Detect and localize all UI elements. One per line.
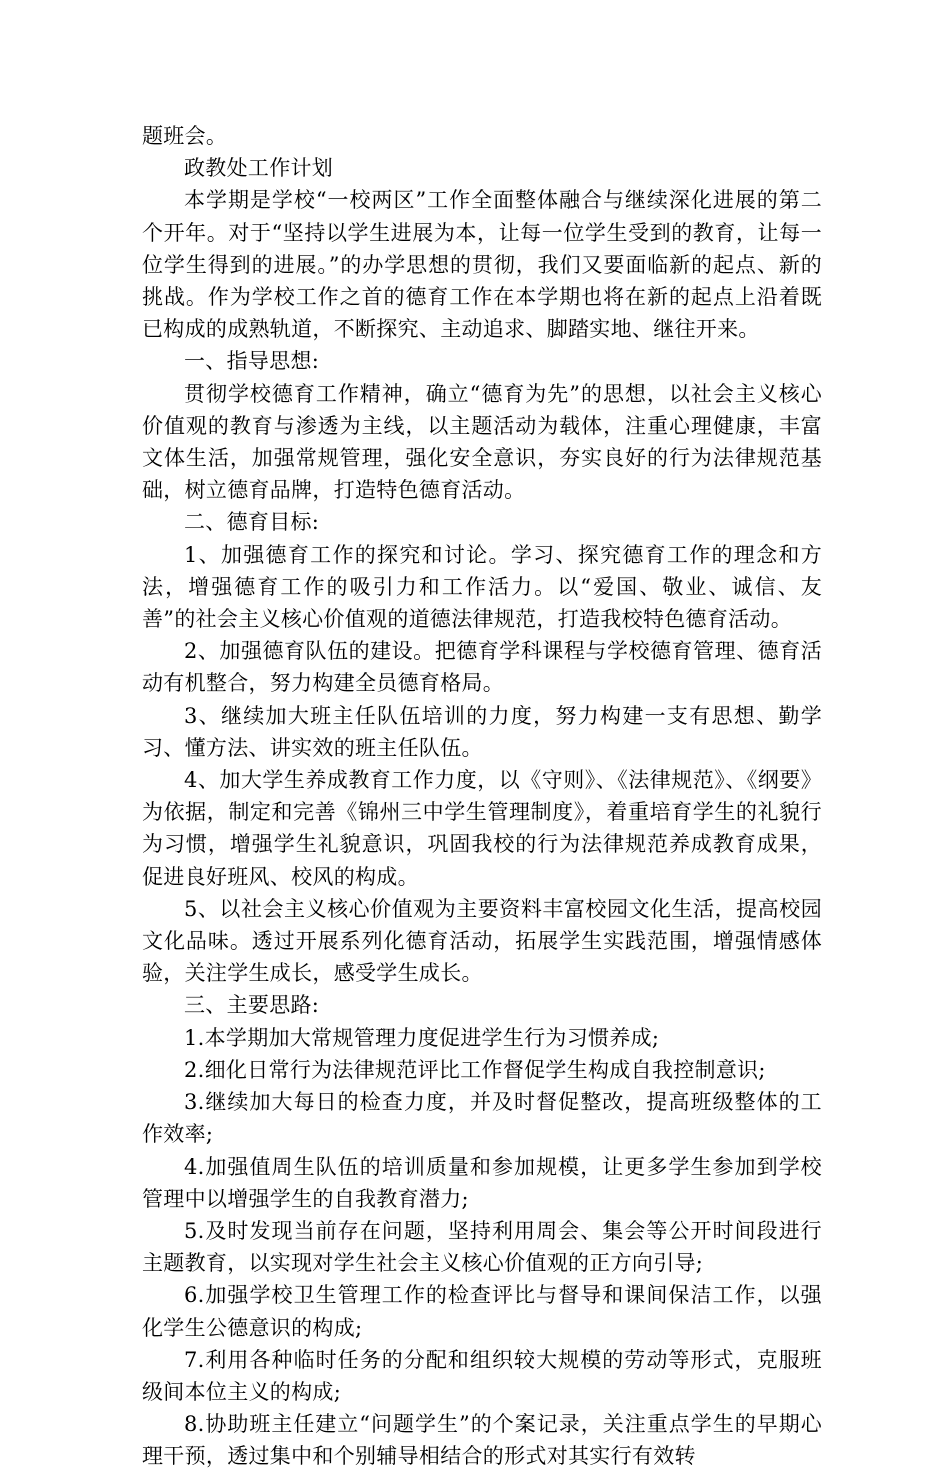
paragraph: 5.及时发现当前存在问题，坚持利用周会、集会等公开时间段进行主题教育，以实现对学生社会主义核心价值观的正方向引导; bbox=[142, 1218, 822, 1276]
paragraph: 1.本学期加大常规管理力度促进学生行为习惯养成; bbox=[184, 1025, 660, 1050]
paragraph: 贯彻学校德育工作精神，确立“德育为先”的思想，以社会主义核心价值观的教育与渗透为主线，以主题活动为载体，注重心理健康，丰富文体生活，加强常规管理，强化安全意识，夯实良好的行为法律规范基础，树立德育品牌，打造特色德育活动。 bbox=[142, 381, 822, 503]
paragraph: 8.协助班主任建立“问题学生”的个案记录，关注重点学生的早期心理干预，透过集中和个别辅导相结合的形式对其实行有效转 bbox=[142, 1412, 822, 1469]
paragraph: 本学期是学校“一校两区”工作全面整体融合与继续深化进展的第二个开年。对于“坚持以学生进展为本，让每一位学生受到的教育，让每一位学生得到的进展。”的办学思想的贯彻，我们又要面临新的起点、新的挑战。作为学校工作之首的德育工作在本学期也将在新的起点上沿着既已构成的成熟轨道，不断探究、主动追求、脚踏实地、继往开来。 bbox=[142, 188, 822, 342]
document-body bbox=[142, 120, 822, 1473]
paragraph: 6.加强学校卫生管理工作的检查评比与督导和课间保洁工作，以强化学生公德意识的构成; bbox=[142, 1283, 822, 1340]
paragraph: 3、继续加大班主任队伍培训的力度，努力构建一支有思想、勤学习、懂方法、讲实效的班主任队伍。 bbox=[142, 703, 822, 760]
paragraph: 2.细化日常行为法律规范评比工作督促学生构成自我控制意识; bbox=[184, 1057, 766, 1082]
paragraph: 二、德育目标: bbox=[184, 510, 320, 535]
paragraph: 政教处工作计划 bbox=[184, 156, 334, 181]
paragraph: 5、以社会主义核心价值观为主要资料丰富校园文化生活，提高校园文化品味。透过开展系列化德育活动，拓展学生实践范围，增强情感体验，关注学生成长，感受学生成长。 bbox=[142, 896, 822, 986]
paragraph: 3.继续加大每日的检查力度，并及时督促整改，提高班级整体的工作效率; bbox=[142, 1090, 822, 1147]
paragraph: 题班会。 bbox=[142, 124, 228, 148]
paragraph: 4、加大学生养成教育工作力度，以《守则》、《法律规范》、《纲要》为依据，制定和完善《锦州三中学生管理制度》，着重培育学生的礼貌行为习惯，增强学生礼貌意识，巩固我校的行为法律规范养成教育成果，促进良好班风、校风的构成。 bbox=[142, 768, 822, 889]
paragraph: 4.加强值周生队伍的培训质量和参加规模，让更多学生参加到学校管理中以增强学生的自我教育潜力; bbox=[142, 1154, 822, 1211]
paragraph: 1、加强德育工作的探究和讨论。学习、探究德育工作的理念和方法，增强德育工作的吸引力和工作活力。以“爱国、敬业、诚信、友善”的社会主义核心价值观的道德法律规范，打造我校特色德育活动。 bbox=[142, 542, 822, 632]
paragraph: 7.利用各种临时任务的分配和组织较大规模的劳动等形式，克服班级间本位主义的构成; bbox=[142, 1347, 822, 1404]
paragraph: 2、加强德育队伍的建设。把德育学科课程与学校德育管理、德育活动有机整合，努力构建全员德育格局。 bbox=[142, 639, 822, 696]
paragraph: 一、指导思想: bbox=[184, 349, 320, 374]
paragraph: 三、主要思路: bbox=[184, 993, 320, 1018]
